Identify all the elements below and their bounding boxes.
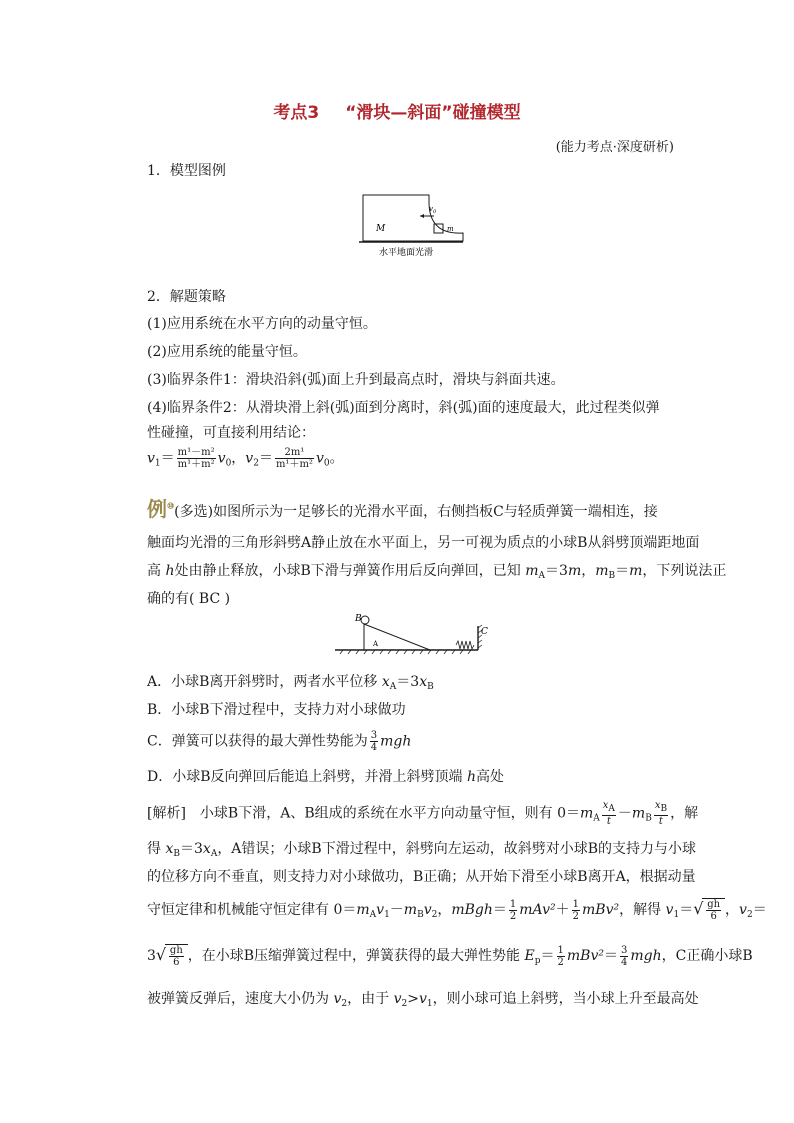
topic-text: “滑块—斜面”碰撞模型 [345, 103, 521, 123]
strategy-item-4-line2: 性碰撞，可直接利用结论： [147, 425, 315, 441]
analysis-line-4: 守恒定律和机械能守恒定律有 $0=m_Av_1-m_Bv_2$，mBgh＝ $\frac{1}{2}$ mAv²＋ $\frac{1}{2}$ mBv²，解得 $v_1=$ √ $\frac{gh}{6}$ ，$v_2=$ [147, 898, 767, 922]
analysis-line-3: 的位移方向不垂直，则支持力对小球做功，B正确；从开始下滑至小球B离开A，根据动量 [147, 869, 696, 885]
section-strategy: 2．解题策略 [147, 289, 226, 305]
arrow-head-icon [420, 214, 424, 218]
mass-m-label: m [447, 225, 454, 233]
example-line-1: 例⑩(多选)如图所示为一足够长的光滑水平面，右侧挡板C与轻质弹簧一端相连，接 [147, 497, 658, 521]
option-D: D．小球B反向弹回后能追上斜劈，并滑上斜劈顶端 h高处 [147, 769, 504, 785]
fraction: $\frac{x_A}{t}$ [602, 800, 615, 827]
fraction: $\frac{\text{2m¹}}{\text{m¹＋m²}}$ [275, 447, 313, 470]
ball-B [361, 616, 369, 624]
fraction: $\frac{3}{4}$ [620, 944, 628, 968]
fraction: $\frac{x_B}{t}$ [654, 800, 668, 827]
analysis-line-5: 3 √ $\frac{gh}{6}$ ，在小球B压缩弹簧过程中，弹簧获得的最大弹性势能 $E_p=$ $\frac{1}{2}$ mBv²＝ $\frac{3}{4}$ mgh，C正确小球B [147, 944, 753, 968]
fraction: $\frac{\text{m¹－m²}}{\text{m¹＋m²}}$ [177, 447, 215, 470]
strategy-item-4-line1: (4)临界条件2：从滑块滑上斜(弧)面到分离时，斜(弧)面的速度最大，此过程类似弹 [147, 400, 660, 416]
example-line-3: 高 h处由静止释放，小球B下滑与弹簧作用后反向弹回，已知 $m_A=3m$，$m_B=m$，下列说法正 [147, 563, 727, 581]
strategy-item-2: (2)应用系统的能量守恒。 [147, 344, 307, 360]
mass-M-label: M [376, 224, 386, 234]
model-figure [355, 187, 465, 277]
analysis-line-2: 得 $x_B=3x_A$，A错误；小球B下滑过程中，斜劈向左运动，故斜劈对小球B的支持力与小球 [147, 841, 696, 859]
small-block [434, 224, 443, 233]
analysis-line-1: [解析] 小球B下滑，A、B组成的系统在水平方向动量守恒，则有 $0=m_A$ $\frac{x_A}{t}$ $-m_B$ $\frac{x_B}{t}$ ，解 [147, 800, 699, 827]
topic-number: 考点3 [273, 103, 320, 123]
strategy-item-1: (1)应用系统在水平方向的动量守恒。 [147, 316, 377, 332]
section-model-figure: 1．模型图例 [147, 163, 226, 179]
analysis-line-6: 被弹簧反弹后，速度大小仍为 $v_2$，由于 $v_2>v_1$，则小球可追上斜劈，当小球上升至最高处 [147, 991, 699, 1009]
strategy-item-3: (3)临界条件1：滑块沿斜(弧)面上升到最高点时，滑块与斜面共速。 [147, 372, 565, 388]
fraction: $\frac{3}{4}$ [370, 730, 378, 753]
page-subtitle: (能力考点·深度研析) [555, 140, 674, 155]
option-A: A．小球B离开斜劈时，两者水平位移 $x_A=3x_B$ [147, 674, 434, 692]
spring [456, 641, 474, 649]
example-line-4: 确的有( BC ) [147, 591, 231, 607]
figure-caption: 水平地面光滑 [379, 248, 434, 258]
slope-body [363, 195, 463, 241]
v0-label: $v_0$ [429, 205, 437, 215]
label-A: A [373, 640, 379, 648]
square-root: √ $\frac{gh}{6}$ [156, 944, 188, 968]
example-line-2: 触面均光滑的三角形斜劈A静止放在水平面上，另一可视为质点的小球B从斜劈顶端距地面 [147, 535, 700, 551]
fraction: $\frac{1}{2}$ [509, 898, 517, 922]
example-figure [335, 610, 495, 662]
label-C: C [481, 627, 488, 637]
analysis-tag: [解析] [147, 805, 186, 822]
fraction: $\frac{1}{2}$ [557, 944, 564, 968]
option-B: B．小球B下滑过程中，支持力对小球做功 [147, 702, 406, 718]
square-root: √ $\frac{gh}{6}$ [693, 898, 725, 922]
page-title [0, 98, 794, 123]
option-C: C．弹簧可以获得的最大弹性势能为 $\frac{3}{4}$ mgh [147, 730, 412, 753]
fraction: $\frac{1}{2}$ [572, 898, 579, 922]
label-B: B [355, 614, 362, 624]
example-mark: 例⑩ [147, 497, 175, 521]
velocity-formula: $v_1=$ $\frac{\text{m¹－m²}}{\text{m¹＋m²}}$ $v_0$，$v_2=$ $\frac{\text{2m¹}}{\text{m¹＋m²}}$ $v_0$。 [147, 447, 344, 470]
